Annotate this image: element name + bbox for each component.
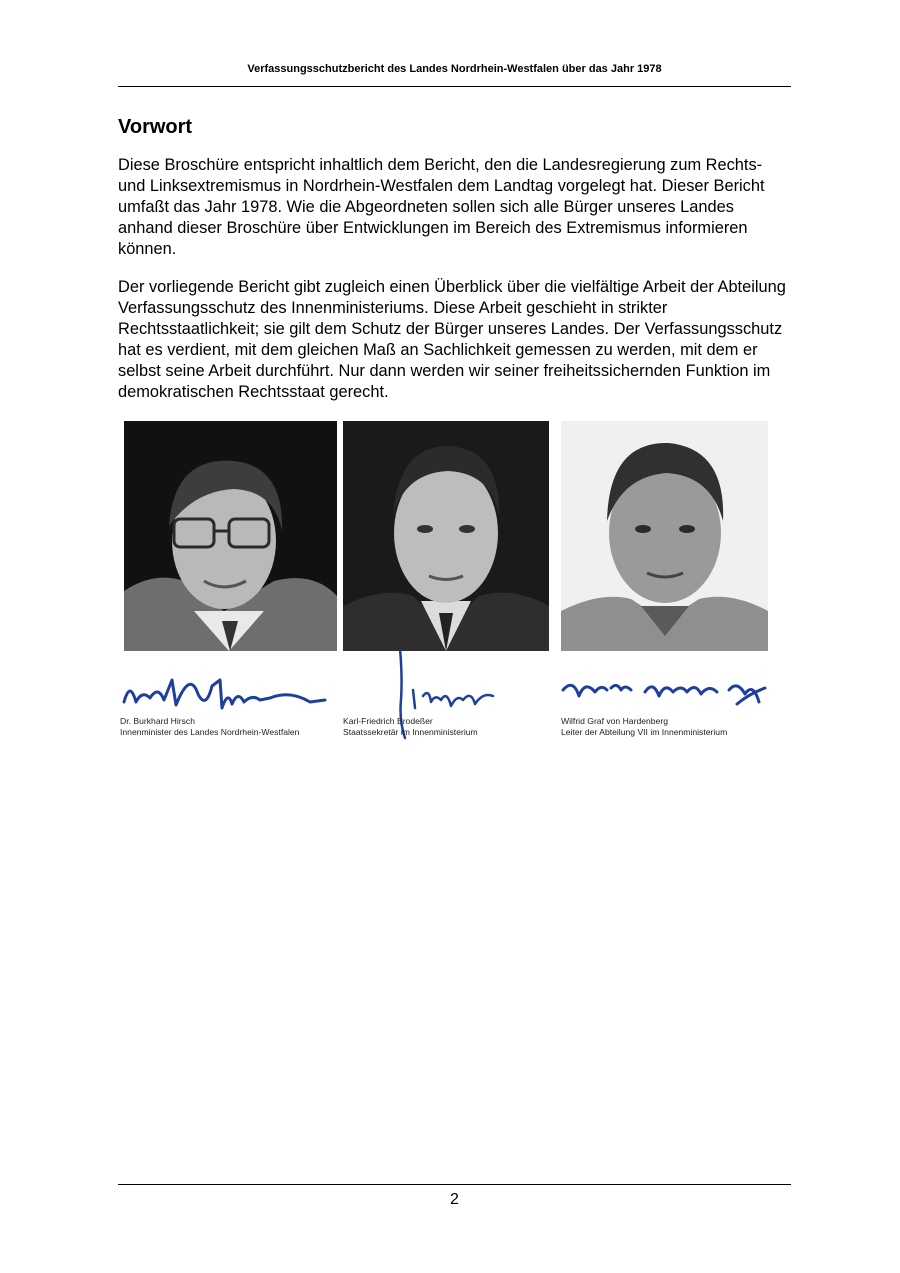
section-title: Vorwort [118,116,193,138]
page-number: 2 [450,1191,459,1208]
portrait-strip [118,418,771,740]
foreword-paragraph-2: Der vorliegende Bericht gibt zugleich einen Überblick über die vielfältige Arbeit der Abteilung Verfassungsschutz des Innenministeriums. Diese Arbeit geschieht in strikter Rechtsstaatlichkeit; sie gilt dem Schutz der Bürger unseres Landes. Der Verfassungsschutz hat es verdient, mit dem gleichen Maß an Sachlichkeit gemessen zu werden, mit dem er selbst seine Arbeit durchführt. Nur dann werden wir seiner freiheitssichernden Funktion im demokratischen Rechtsstaat gerecht. [118,278,786,401]
signature-block-3 [561,650,771,740]
running-header: Verfassungsschutzbericht des Landes Nordrhein-Westfalen über das Jahr 1978 [247,63,662,75]
caption-role-2: Staatssekretär im Innenministerium [343,727,478,737]
signature-block-2 [343,650,548,740]
caption-role-3: Leiter der Abteilung VII im Innenministerium [561,727,728,737]
caption-name-1: Dr. Burkhard Hirsch [120,716,195,726]
caption-name-3: Wilfrid Graf von Hardenberg [561,716,668,726]
signature-block-1 [120,650,335,740]
handwritten-signature-3 [561,650,771,716]
foreword-paragraph-1: Diese Broschüre entspricht inhaltlich dem Bericht, den die Landesregierung zum Rechts- und Linksextremismus in Nordrhein-Westfalen dem Landtag vorgelegt hat. Dieser Bericht umfaßt das Jahr 1978. Wie die Abgeordneten sollen sich alle Bürger unseres Landes anhand dieser Broschüre über Entwicklungen im Bereich des Extremismus informieren können. [118,156,765,258]
handwritten-signature-1 [120,650,335,716]
portrait-photo-2 [343,421,549,651]
header-rule [118,86,791,87]
footer-rule [118,1184,791,1185]
caption-role-1: Innenminister des Landes Nordrhein-Westfalen [120,727,300,737]
portrait-photo-1 [124,421,337,651]
caption-name-2: Karl-Friedrich Brodeßer [343,716,433,726]
portrait-photo-3 [561,421,768,651]
